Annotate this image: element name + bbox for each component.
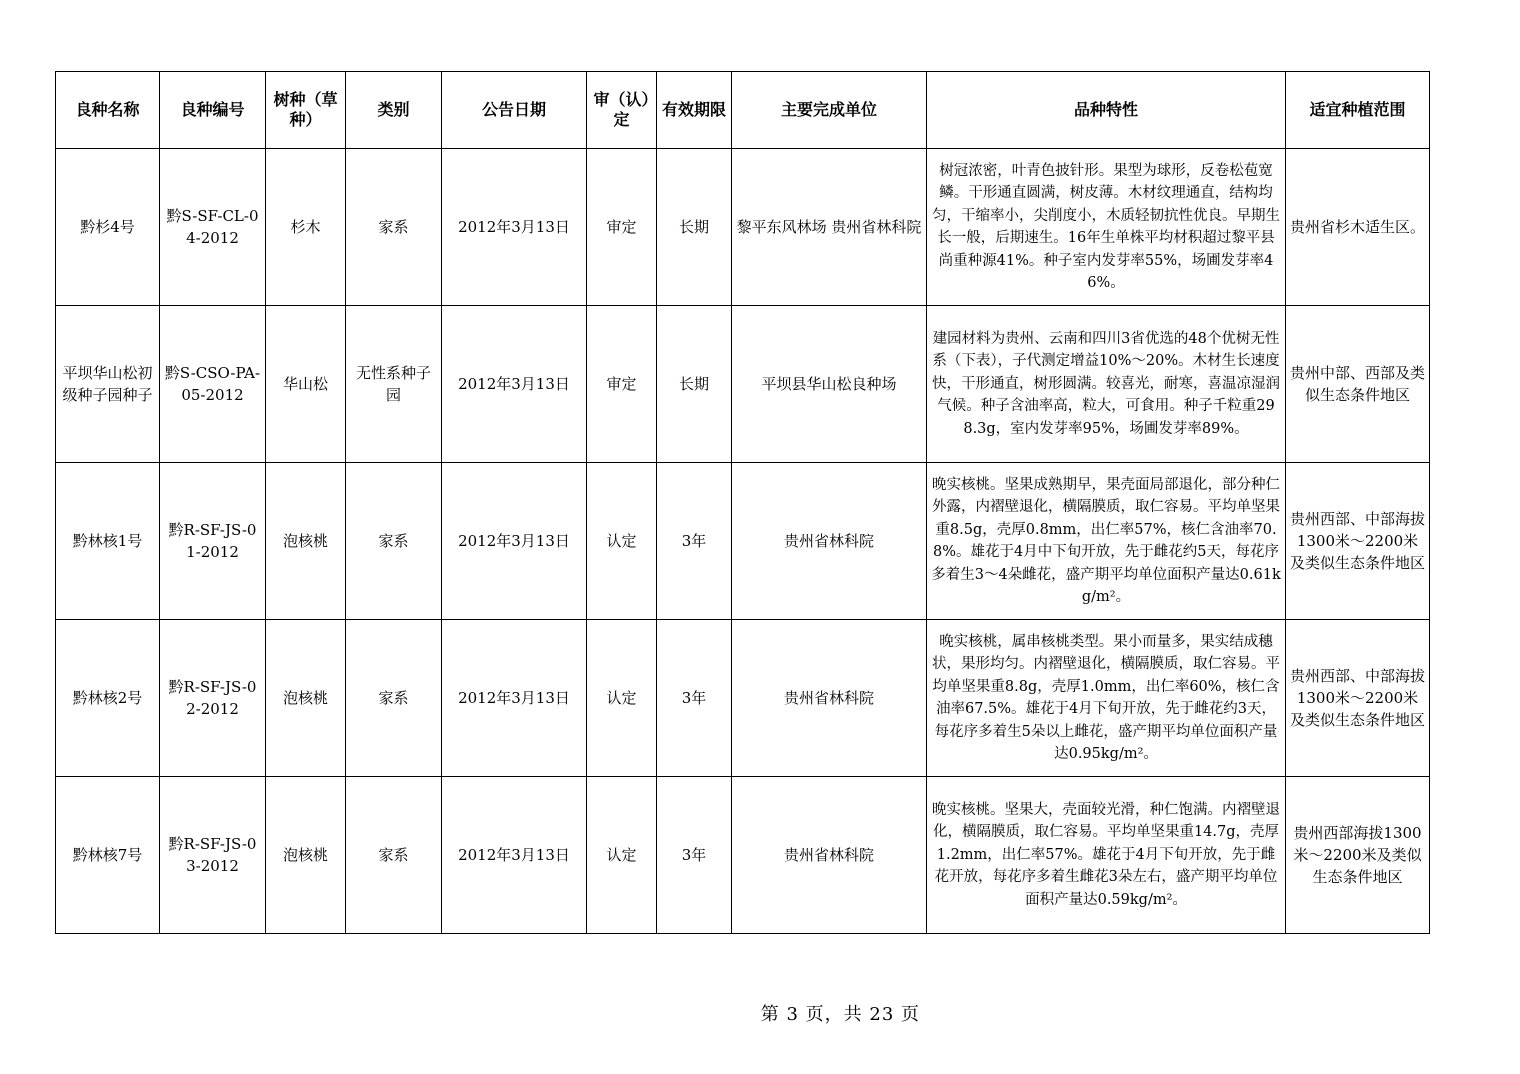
cell-features: 晚实核桃。坚果成熟期早，果壳面局部退化，部分种仁外露，内褶壁退化，横隔膜质，取仁容易。平均单坚果重8.5g，壳厚0.8mm，出仁率57%，核仁含油率70.8%。雄花于4月中下旬开放，先于雌花约5天，每花序多着生3～4朵雌花，盛产期平均单位面积产量达0.61kg/m²。 <box>927 463 1286 620</box>
header-range: 适宜种植范围 <box>1286 72 1430 149</box>
cell-code: 黔R-SF-JS-02-2012 <box>160 620 266 777</box>
header-date: 公告日期 <box>442 72 587 149</box>
cell-date: 2012年3月13日 <box>442 306 587 463</box>
cell-category: 家系 <box>346 777 442 934</box>
cell-range: 贵州中部、西部及类似生态条件地区 <box>1286 306 1430 463</box>
cell-date: 2012年3月13日 <box>442 777 587 934</box>
cell-unit: 贵州省林科院 <box>732 777 927 934</box>
cell-approval: 认定 <box>587 620 657 777</box>
header-unit: 主要完成单位 <box>732 72 927 149</box>
cell-category: 家系 <box>346 620 442 777</box>
cell-species: 泡核桃 <box>266 463 346 620</box>
cell-approval: 审定 <box>587 149 657 306</box>
cell-features: 建园材料为贵州、云南和四川3省优选的48个优树无性系（下表），子代测定增益10%～20%。木材生长速度快，干形通直，树形圆满。较喜光，耐寒，喜温凉湿润气候。种子含油率高，粒大，可食用。种子千粒重298.3g，室内发芽率95%，场圃发芽率89%。 <box>927 306 1286 463</box>
cell-range: 贵州西部、中部海拔1300米～2200米及类似生态条件地区 <box>1286 463 1430 620</box>
cell-date: 2012年3月13日 <box>442 149 587 306</box>
table-row <box>56 149 1430 306</box>
header-category: 类别 <box>346 72 442 149</box>
cell-range: 贵州省杉木适生区。 <box>1286 149 1430 306</box>
cell-name: 黔杉4号 <box>56 149 160 306</box>
table-row <box>56 620 1430 777</box>
cell-validity: 长期 <box>657 306 732 463</box>
cell-code: 黔R-SF-JS-01-2012 <box>160 463 266 620</box>
table-row <box>56 306 1430 463</box>
header-name: 良种名称 <box>56 72 160 149</box>
cell-name: 黔林核7号 <box>56 777 160 934</box>
cell-range: 贵州西部海拔1300米～2200米及类似生态条件地区 <box>1286 777 1430 934</box>
header-species: 树种（草种） <box>266 72 346 149</box>
cell-features: 晚实核桃。坚果大，壳面较光滑，种仁饱满。内褶壁退化，横隔膜质，取仁容易。平均单坚果重14.7g，壳厚1.2mm，出仁率57%。雄花于4月下旬开放，先于雌花开放，每花序多着生雌花3朵左右，盛产期平均单位面积产量达0.59kg/m²。 <box>927 777 1286 934</box>
cell-approval: 认定 <box>587 777 657 934</box>
cell-name: 黔林核2号 <box>56 620 160 777</box>
cell-features: 晚实核桃，属串核桃类型。果小而量多，果实结成穗状，果形均匀。内褶壁退化，横隔膜质，取仁容易。平均单坚果重8.8g，壳厚1.0mm，出仁率60%，核仁含油率67.5%。雄花于4月下旬开放，先于雌花约3天，每花序多着生5朵以上雌花，盛产期平均单位面积产量达0.95kg/m²。 <box>927 620 1286 777</box>
cell-unit: 黎平东风林场 贵州省林科院 <box>732 149 927 306</box>
cell-approval: 审定 <box>587 306 657 463</box>
cell-name: 黔林核1号 <box>56 463 160 620</box>
cell-unit: 贵州省林科院 <box>732 620 927 777</box>
header-approval: 审（认）定 <box>587 72 657 149</box>
cell-features: 树冠浓密，叶青色披针形。果型为球形，反卷松苞宽鳞。干形通直圆满，树皮薄。木材纹理通直，结构均匀，干缩率小，尖削度小，木质轻韧抗性优良。早期生长一般，后期速生。16年生单株平均材积超过黎平县尚重种源41%。种子室内发芽率55%，场圃发芽率46%。 <box>927 149 1286 306</box>
cell-date: 2012年3月13日 <box>442 463 587 620</box>
cell-species: 泡核桃 <box>266 777 346 934</box>
cell-species: 泡核桃 <box>266 620 346 777</box>
cell-name: 平坝华山松初级种子园种子 <box>56 306 160 463</box>
cell-species: 杉木 <box>266 149 346 306</box>
page-number-footer: 第 3 页，共 23 页 <box>760 1004 920 1025</box>
table-row <box>56 777 1430 934</box>
cell-category: 无性系种子园 <box>346 306 442 463</box>
header-features: 品种特性 <box>927 72 1286 149</box>
cell-code: 黔S-CSO-PA-05-2012 <box>160 306 266 463</box>
cell-category: 家系 <box>346 149 442 306</box>
cell-validity: 长期 <box>657 149 732 306</box>
cell-unit: 平坝县华山松良种场 <box>732 306 927 463</box>
cell-species: 华山松 <box>266 306 346 463</box>
table-row <box>56 463 1430 620</box>
cell-code: 黔R-SF-JS-03-2012 <box>160 777 266 934</box>
table-header-row <box>56 72 1430 149</box>
cell-date: 2012年3月13日 <box>442 620 587 777</box>
cell-range: 贵州西部、中部海拔1300米～2200米及类似生态条件地区 <box>1286 620 1430 777</box>
cell-code: 黔S-SF-CL-04-2012 <box>160 149 266 306</box>
header-code: 良种编号 <box>160 72 266 149</box>
cell-validity: 3年 <box>657 777 732 934</box>
seed-variety-table <box>55 71 1430 934</box>
cell-validity: 3年 <box>657 620 732 777</box>
cell-category: 家系 <box>346 463 442 620</box>
cell-approval: 认定 <box>587 463 657 620</box>
header-validity: 有效期限 <box>657 72 732 149</box>
cell-validity: 3年 <box>657 463 732 620</box>
cell-unit: 贵州省林科院 <box>732 463 927 620</box>
